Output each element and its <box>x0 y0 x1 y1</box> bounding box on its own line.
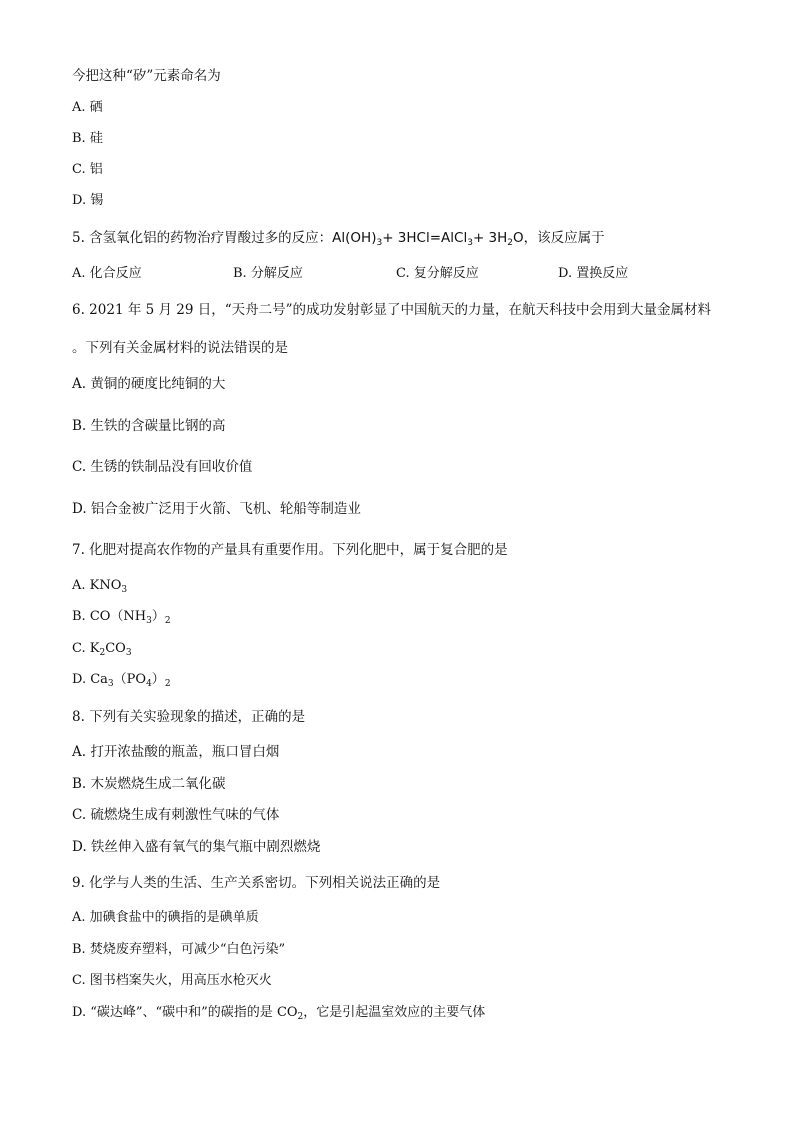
q4-option-d: D. 锡 <box>72 193 104 208</box>
q7-option-a: A. $KNO_3$ <box>72 578 128 595</box>
q8-option-a: A. 打开浓盐酸的瓶盖，瓶口冒白烟 <box>72 744 280 760</box>
q9-stem: 9. 化学与人类的生活、生产关系密切。下列相关说法正确的是 <box>72 875 441 891</box>
q5-option-b: B. 分解反应 <box>233 266 303 281</box>
q9-option-c: C. 图书档案失火，用高压水枪灭火 <box>72 973 272 988</box>
q4-option-a: A. 硒 <box>72 100 103 115</box>
q9-option-d: D. “碳达峰”、“碳中和”的碳指的是 $CO_2$，它是引起温室效应的主要气体 <box>72 1005 486 1022</box>
q9-option-a: A. 加碘食盐中的碘指的是碘单质 <box>72 910 259 925</box>
q8-stem: 8. 下列有关实验现象的描述，正确的是 <box>72 709 306 725</box>
q5-option-d: D. 置换反应 <box>558 266 629 281</box>
q7-option-c: C. $K_2CO_3$ <box>72 641 132 658</box>
q4-stem-end: 今把这种“矽”元素命名为 <box>72 68 221 84</box>
q6-stem-line2: 。下列有关金属材料的说法错误的是 <box>72 340 288 356</box>
q6-stem-line1: 6. 2021 年 5 月 29 日，“天舟二号”的成功发射彰显了中国航天的力量，在航天科技中会用到大量金属材料 <box>72 302 712 318</box>
q8-option-c: C. 硫燃烧生成有刺激性气味的气体 <box>72 807 280 823</box>
q6-option-c: C. 生锈的铁制品没有回收价值 <box>72 459 253 475</box>
q7-stem: 7. 化肥对提高农作物的产量具有重要作用。下列化肥中，属于复合肥的是 <box>72 542 508 558</box>
q6-option-b: B. 生铁的含碳量比钢的高 <box>72 418 226 434</box>
q5-option-a: A. 化合反应 <box>72 266 142 281</box>
q5-option-c: C. 复分解反应 <box>396 266 479 281</box>
q5-equation: $Al(OH)_3+$ 3HCl=AlCl$_3$+ $3H_2O$ <box>332 230 524 248</box>
q5-suffix: ，该反应属于 <box>523 230 605 246</box>
q4-option-c: C. 铝 <box>72 162 103 177</box>
q5-stem <box>72 229 605 247</box>
q6-option-d: D. 铝合金被广泛用于火箭、飞机、轮船等制造业 <box>72 501 361 517</box>
q5-prefix: 5. 含氢氧化铝的药物治疗胃酸过多的反应： <box>72 230 333 246</box>
q9-option-b: B. 焚烧废弃塑料，可减少“白色污染” <box>72 942 286 957</box>
q8-option-b: B. 木炭燃烧生成二氧化碳 <box>72 776 226 792</box>
q7-option-d: D. $Ca_3(PO_4)_2$ <box>72 672 171 689</box>
q4-option-b: B. 硅 <box>72 131 103 146</box>
q8-option-d: D. 铁丝伸入盛有氧气的集气瓶中剧烈燃烧 <box>72 839 321 855</box>
q7-option-b: B. $CO(NH_3)_2$ <box>72 609 171 626</box>
q6-option-a: A. 黄铜的硬度比纯铜的大 <box>72 376 226 392</box>
